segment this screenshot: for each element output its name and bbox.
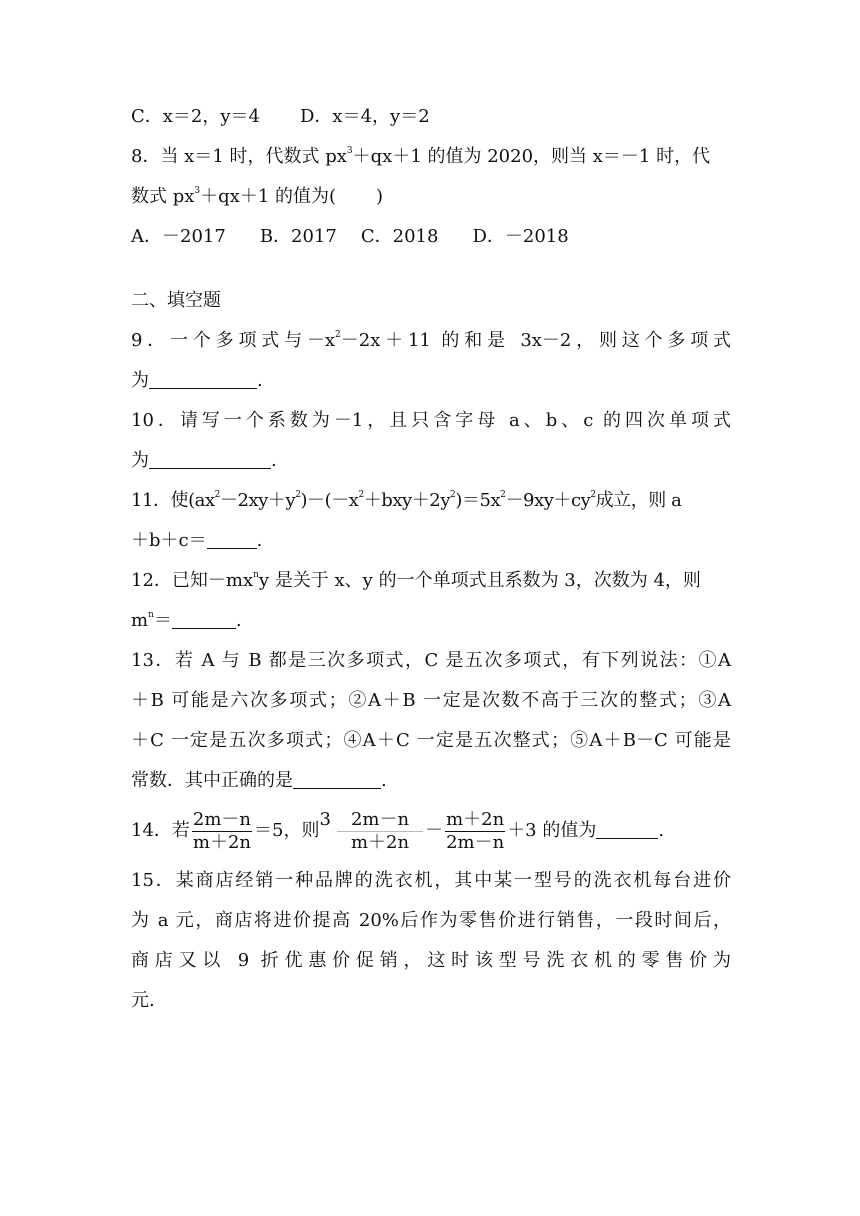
fraction (192, 809, 252, 854)
option-b: B．2017 (259, 226, 337, 247)
text: . (235, 610, 242, 631)
superscript: 2 (295, 490, 301, 500)
q12-line-1 (131, 566, 731, 596)
q13-line-4 (131, 766, 731, 796)
text: )－(－x (300, 490, 359, 511)
text: －2xy＋y (219, 490, 296, 511)
text: 为 (131, 450, 149, 471)
q8-options (131, 222, 731, 252)
answer-blank[interactable] (149, 450, 271, 469)
text: 14．若 (131, 820, 190, 841)
denominator: 2m－n (446, 831, 505, 853)
text: ＋3 的值为 (507, 820, 597, 841)
q9-line-2 (131, 366, 731, 396)
superscript: 2 (358, 490, 364, 500)
text: . (257, 370, 263, 391)
text: － (425, 820, 444, 841)
text: ＋b＋c＝ (131, 530, 207, 551)
numerator: 2m－n (337, 809, 423, 832)
q11-line-1 (131, 486, 731, 516)
answer-blank[interactable] (149, 370, 257, 389)
text: 为 (131, 370, 149, 391)
text: 9．一个多项式与－x (131, 330, 336, 351)
answer-blank[interactable] (596, 820, 658, 839)
text: －2x＋11 的和是 3x－2，则这个多项式 (340, 330, 731, 351)
superscript: n (253, 570, 259, 580)
text: . (381, 770, 387, 791)
text: ＋qx＋1 的值为 2020，则当 x＝－1 时，代 (352, 146, 711, 167)
superscript: n (148, 610, 154, 620)
q8-line-1 (131, 142, 731, 172)
text: ) (376, 186, 384, 207)
superscript: 2 (214, 490, 220, 500)
text: 8．当 x＝1 时，代数式 px (131, 146, 347, 167)
text: ＋bxy＋2y (363, 490, 451, 511)
option-d: D．－2018 (472, 226, 569, 247)
text: 数式 px (131, 186, 195, 207)
q7-options (131, 102, 731, 132)
q13-line-1: 13．若 A 与 B 都是三次多项式，C 是五次多项式，有下列说法：①A (131, 650, 731, 671)
numerator: m＋2n (446, 808, 505, 830)
section-title: 二、填空题 (131, 290, 221, 311)
option-c: C．2018 (360, 226, 439, 247)
text: . (271, 450, 277, 471)
denominator: m＋2n (350, 831, 410, 853)
q15-line-4: 元. (131, 990, 155, 1011)
q15-line-3: 商店又以 9 折优惠价促销，这时该型号洗衣机的零售价为 (131, 950, 731, 971)
text: －9xy＋cy (505, 490, 591, 511)
text: y 是关于 x、y 的一个单项式且系数为 3，次数为 4，则 (258, 570, 701, 591)
q10-line-2 (131, 446, 731, 476)
superscript: 3 (346, 146, 353, 156)
q13-line-2: ＋B 可能是六次多项式；②A＋B 一定是次数不高于三次的整式；③A (131, 690, 731, 711)
text: 11．使(ax (131, 490, 215, 511)
q14-line (131, 806, 731, 858)
superscript: 2 (590, 490, 596, 500)
numerator: 2m－n (192, 808, 252, 830)
text: . (256, 530, 263, 551)
text: . (658, 820, 665, 841)
option-c: C．x＝2，y＝4 (131, 106, 260, 127)
q10-line-1: 10．请写一个系数为－1，且只含字母 a、b、c 的四次单项式 (131, 410, 731, 431)
q12-line-2 (131, 606, 731, 636)
q8-line-2 (131, 182, 731, 212)
q13-line-3: ＋C 一定是五次多项式；④A＋C 一定是五次整式；⑤A＋B－C 可能是 (131, 730, 731, 751)
text: 12．已知－mx (131, 570, 254, 591)
answer-blank[interactable] (172, 610, 236, 629)
q15-line-2: 为 a 元，商店将进价提高 20%后作为零售价进行销售，一段时间后， (131, 910, 731, 931)
denominator: m＋2n (192, 831, 252, 853)
answer-blank[interactable] (293, 770, 381, 789)
option-d: D．x＝4，y＝2 (300, 106, 430, 127)
superscript: 2 (335, 330, 341, 340)
fraction (337, 809, 423, 854)
answer-blank[interactable] (207, 530, 257, 549)
fraction (445, 809, 505, 854)
q11-line-2 (131, 526, 731, 556)
text: 常数．其中正确的是 (131, 770, 293, 791)
superscript: 3 (194, 186, 201, 196)
text: ＝5，则 (254, 820, 320, 841)
text: ＝ (153, 610, 172, 631)
q15-line-1: 15．某商店经销一种品牌的洗衣机，其中某一型号的洗衣机每台进价 (131, 870, 731, 891)
option-a: A．－2017 (131, 226, 226, 247)
text: m (131, 610, 149, 631)
text: ＋qx＋1 的值为( (200, 186, 337, 207)
superscript: 2 (450, 490, 456, 500)
coefficient: 3 (319, 809, 331, 830)
q9-line-1 (131, 326, 731, 356)
text: )＝5x (455, 490, 501, 511)
text: 成立，则 a (595, 490, 682, 511)
superscript: 2 (500, 490, 506, 500)
